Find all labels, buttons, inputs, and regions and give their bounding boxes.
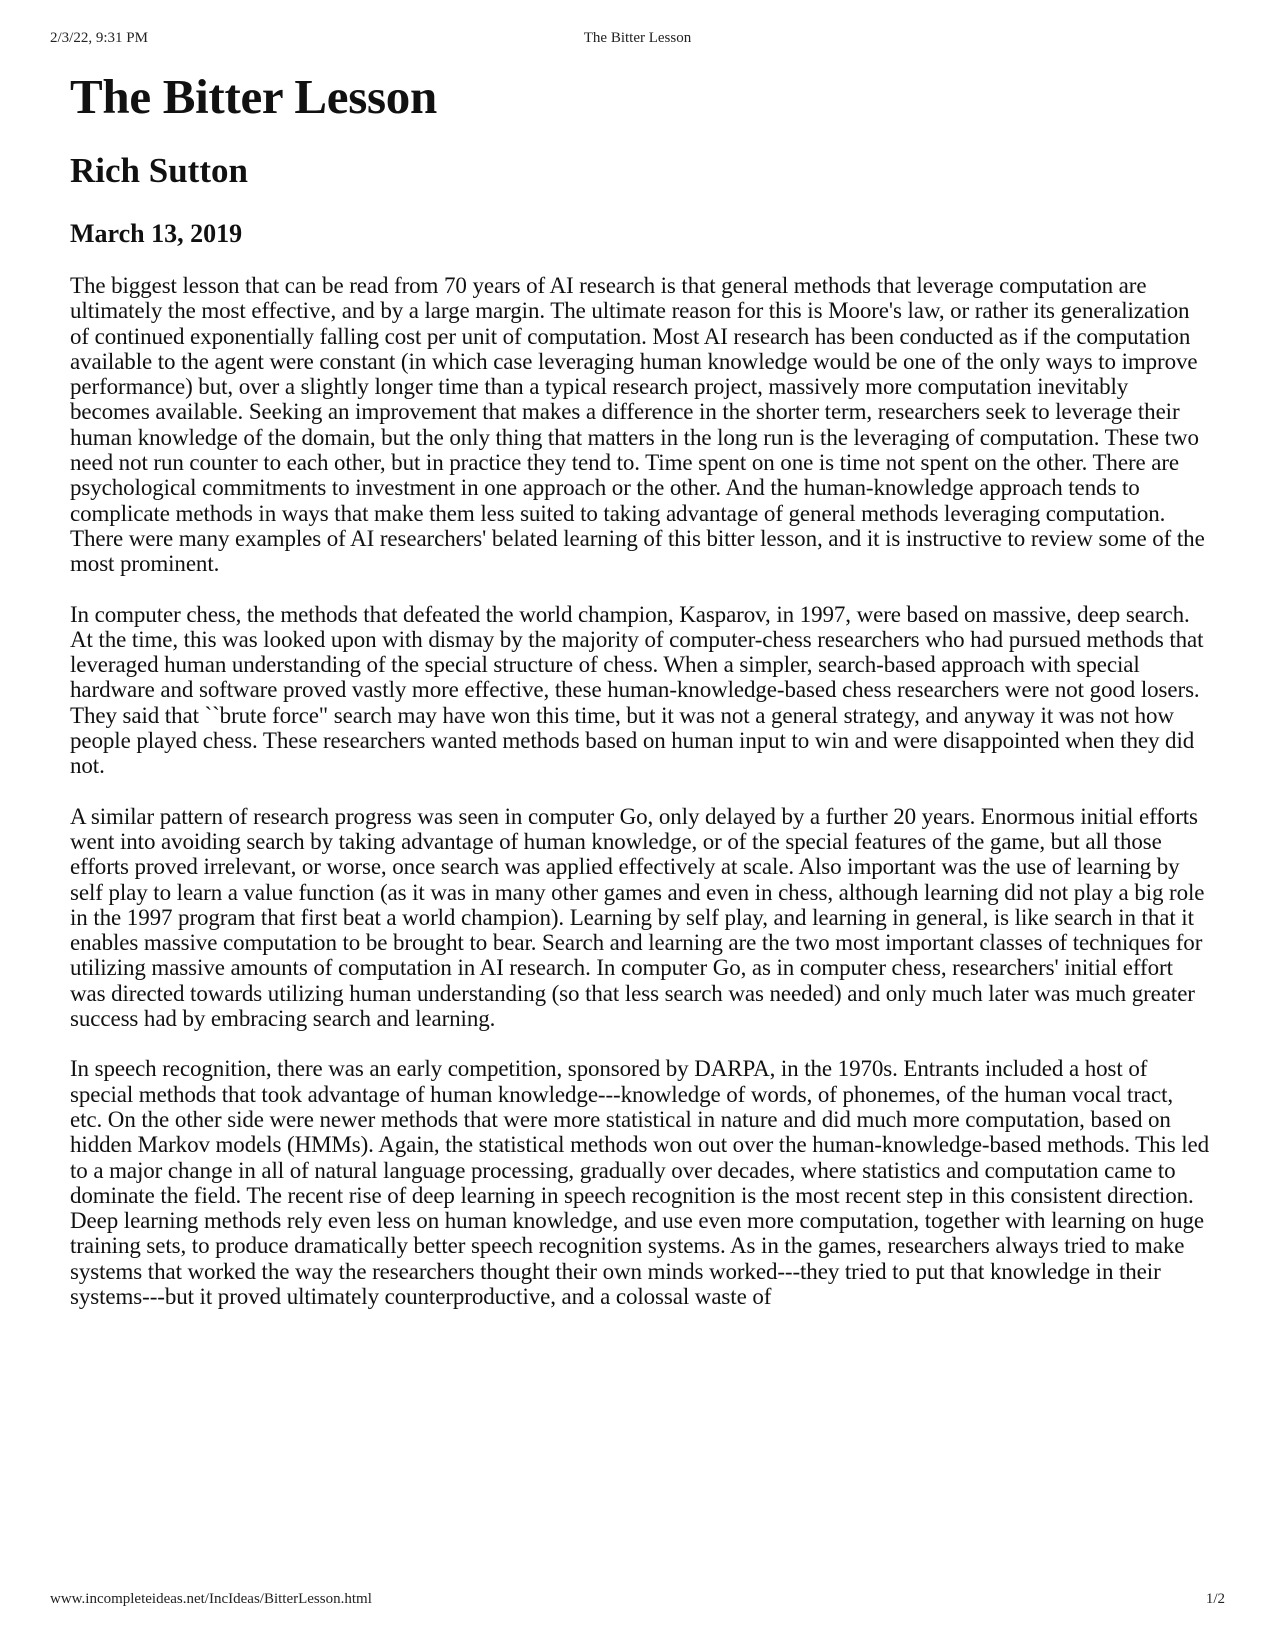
paragraph: The biggest lesson that can be read from 70 years of AI research is that general methods that leverage computation are ultimately the most effective, and by a large margin. The ultimate reason for this is Moore's law, or rather its generalization of continued exponentially falling cost per unit of computation. Most AI research has been conducted as if the computation available to the agent were constant (in which case leveraging human knowledge would be one of the only ways to improve performance) but, over a slightly longer time than a typical research project, massively more computation inevitably becomes available. Seeking an improvement that makes a difference in the shorter term, researchers seek to leverage their human knowledge of the domain, but the only thing that matters in the long run is the leveraging of computation. These two need not run counter to each other, but in practice they tend to. Time spent on one is time not spent on the other. There are psychological commitments to investment in one approach or the other. And the human-knowledge approach tends to complicate methods in ways that make them less suited to taking advantage of general methods leveraging computation. There were many examples of AI researchers' belated learning of this bitter lesson, and it is instructive to review some of the most prominent. [70, 273, 1205, 577]
paragraph: In computer chess, the methods that defeated the world champion, Kasparov, in 1997, were based on massive, deep search. At the time, this was looked upon with dismay by the majority of computer-chess researchers who had pursued methods that leveraged human understanding of the special structure of chess. When a simpler, search-based approach with special hardware and software proved vastly more effective, these human-knowledge-based chess researchers were not good losers. They said that ``brute force" search may have won this time, but it was not a general strategy, and anyway it was not how people played chess. These researchers wanted methods based on human input to win and were disappointed when they did not. [70, 601, 1204, 779]
print-page-title: The Bitter Lesson [583, 30, 692, 46]
print-header [50, 30, 1225, 50]
article [70, 62, 1210, 1334]
print-datetime: 2/3/22, 9:31 PM [50, 30, 148, 46]
paragraph: A similar pattern of research progress was seen in computer Go, only delayed by a further 20 years. Enormous initial efforts went into avoiding search by taking advantage of human knowledge, or of the special features of the game, but all those efforts proved irrelevant, or worse, once search was applied effectively at scale. Also important was the use of learning by self play to learn a value function (as it was in many other games and even in chess, although learning did not play a big role in the 1997 program that first beat a world champion). Learning by self play, and learning in general, is like search in that it enables massive computation to be brought to bear. Search and learning are the two most important classes of techniques for utilizing massive amounts of computation in AI research. In computer Go, as in computer chess, researchers' initial effort was directed towards utilizing human understanding (so that less search was needed) and only much later was much greater success had by embracing search and learning. [70, 803, 1205, 1032]
print-footer [50, 1591, 1225, 1611]
print-page-indicator: 1/2 [1205, 1591, 1225, 1607]
article-author: Rich Sutton [70, 151, 248, 190]
print-url: www.incompleteideas.net/IncIdeas/BitterLesson.html [50, 1591, 372, 1607]
article-date: March 13, 2019 [70, 219, 243, 248]
article-title: The Bitter Lesson [70, 69, 437, 124]
article-body [70, 273, 1210, 1309]
paragraph: In speech recognition, there was an early competition, sponsored by DARPA, in the 1970s. Entrants included a host of special methods that took advantage of human knowledge---knowledge of words, of phonemes, of the human vocal tract, etc. On the other side were newer methods that were more statistical in nature and did much more computation, based on hidden Markov models (HMMs). Again, the statistical methods won out over the human-knowledge-based methods. This led to a major change in all of natural language processing, gradually over decades, where statistics and computation came to dominate the field. The recent rise of deep learning in speech recognition is the most recent step in this consistent direction. Deep learning methods rely even less on human knowledge, and use even more computation, together with learning on huge training sets, to produce dramatically better speech recognition systems. As in the games, researchers always tried to make systems that worked the way the researchers thought their own minds worked---they tried to put that knowledge in their systems---but it proved ultimately counterproductive, and a colossal waste of [70, 1056, 1210, 1309]
